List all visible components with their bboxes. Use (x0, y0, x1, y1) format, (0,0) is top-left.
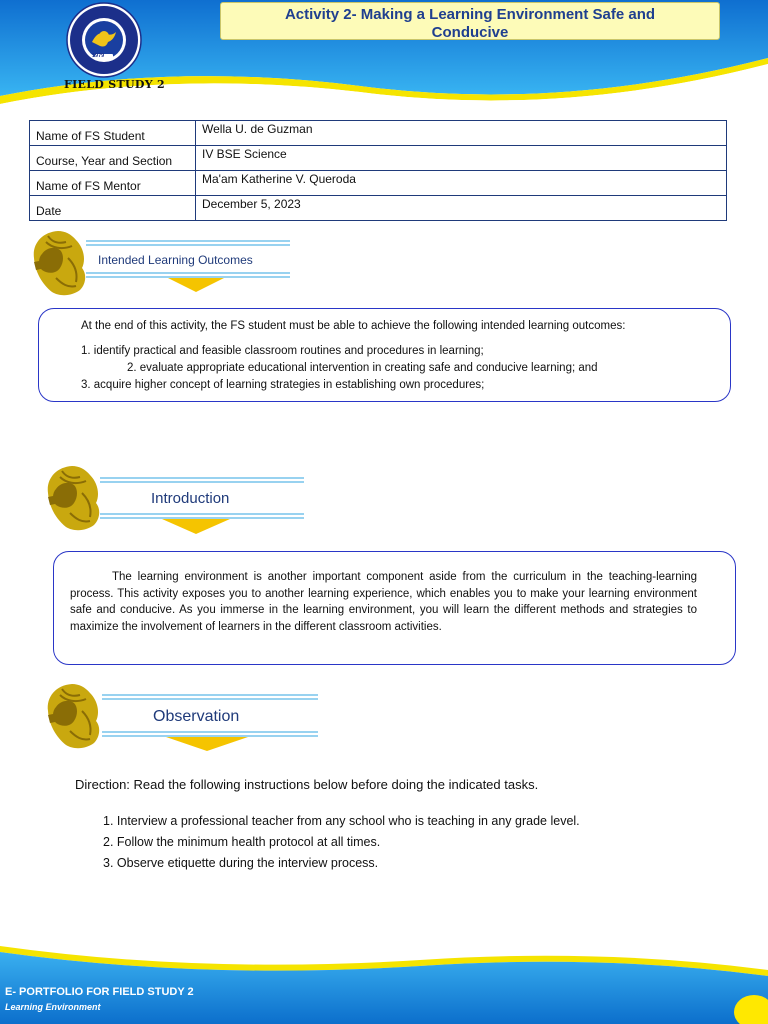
introduction-banner (42, 460, 307, 536)
ilo-banner (28, 226, 293, 300)
info-value: Ma'am Katherine V. Queroda (196, 171, 727, 196)
activity-title-line1: Activity 2- Making a Learning Environment Safe and (284, 6, 656, 23)
table-row (30, 171, 727, 196)
ilo-item: 3. acquire higher concept of learning strategies in establishing own procedures; (81, 379, 485, 391)
footer-wave (0, 940, 768, 1024)
info-label: Name of FS Student (30, 121, 196, 146)
info-value: IV BSE Science (196, 146, 727, 171)
list-item: 3. Observe etiquette during the interview process. (103, 856, 379, 870)
list-item: 1. Interview a professional teacher from any school who is teaching in any grade level. (103, 814, 580, 828)
ilo-item: 1. identify practical and feasible classroom routines and procedures in learning; (81, 345, 484, 357)
direction-text: Direction: Read the following instructions below before doing the indicated tasks. (75, 777, 539, 792)
seal-year: 1979 (92, 53, 105, 59)
info-label: Course, Year and Section (30, 146, 196, 171)
arrow-down-icon (168, 278, 224, 292)
footer-subtitle: Learning Environment (5, 1002, 101, 1012)
ilo-item: 2. evaluate appropriate educational intervention in creating safe and conducive learning; and (127, 362, 598, 374)
ilo-intro: At the end of this activity, the FS student must be able to achieve the following intended learning outcomes: (81, 320, 626, 332)
table-row (30, 121, 727, 146)
list-item: 2. Follow the minimum health protocol at all times. (103, 835, 381, 849)
university-seal-icon (66, 2, 142, 78)
introduction-heading: Introduction (151, 490, 230, 507)
ilo-heading: Intended Learning Outcomes (98, 253, 253, 267)
observation-steps (103, 811, 580, 874)
activity-title-box (220, 2, 720, 40)
table-row (30, 146, 727, 171)
introduction-text: The learning environment is another important component aside from the curriculum in the teaching-learning process. This activity exposes you to another learning experience, which enables you to make your learning environment safe and conducive. As you immerse in the learning environment, you will learn the different methods and strategies to maximize the involvement of learners in the different classroom activities. (70, 571, 697, 633)
arrow-down-icon (166, 737, 248, 751)
student-info-table (29, 120, 727, 221)
observation-banner (42, 680, 320, 754)
footer-title: E- PORTFOLIO FOR FIELD STUDY 2 (5, 986, 194, 998)
info-value: Wella U. de Guzman (196, 121, 727, 146)
lion-icon (42, 462, 104, 534)
arrow-down-icon (162, 519, 230, 534)
activity-title-line2: Conducive (431, 24, 509, 41)
info-label: Name of FS Mentor (30, 171, 196, 196)
info-value: December 5, 2023 (196, 196, 727, 221)
lion-icon (28, 228, 90, 298)
lion-icon (42, 680, 104, 752)
field-study-label: FIELD STUDY 2 (64, 78, 165, 91)
info-label: Date (30, 196, 196, 221)
observation-heading: Observation (153, 708, 240, 725)
table-row (30, 196, 727, 221)
